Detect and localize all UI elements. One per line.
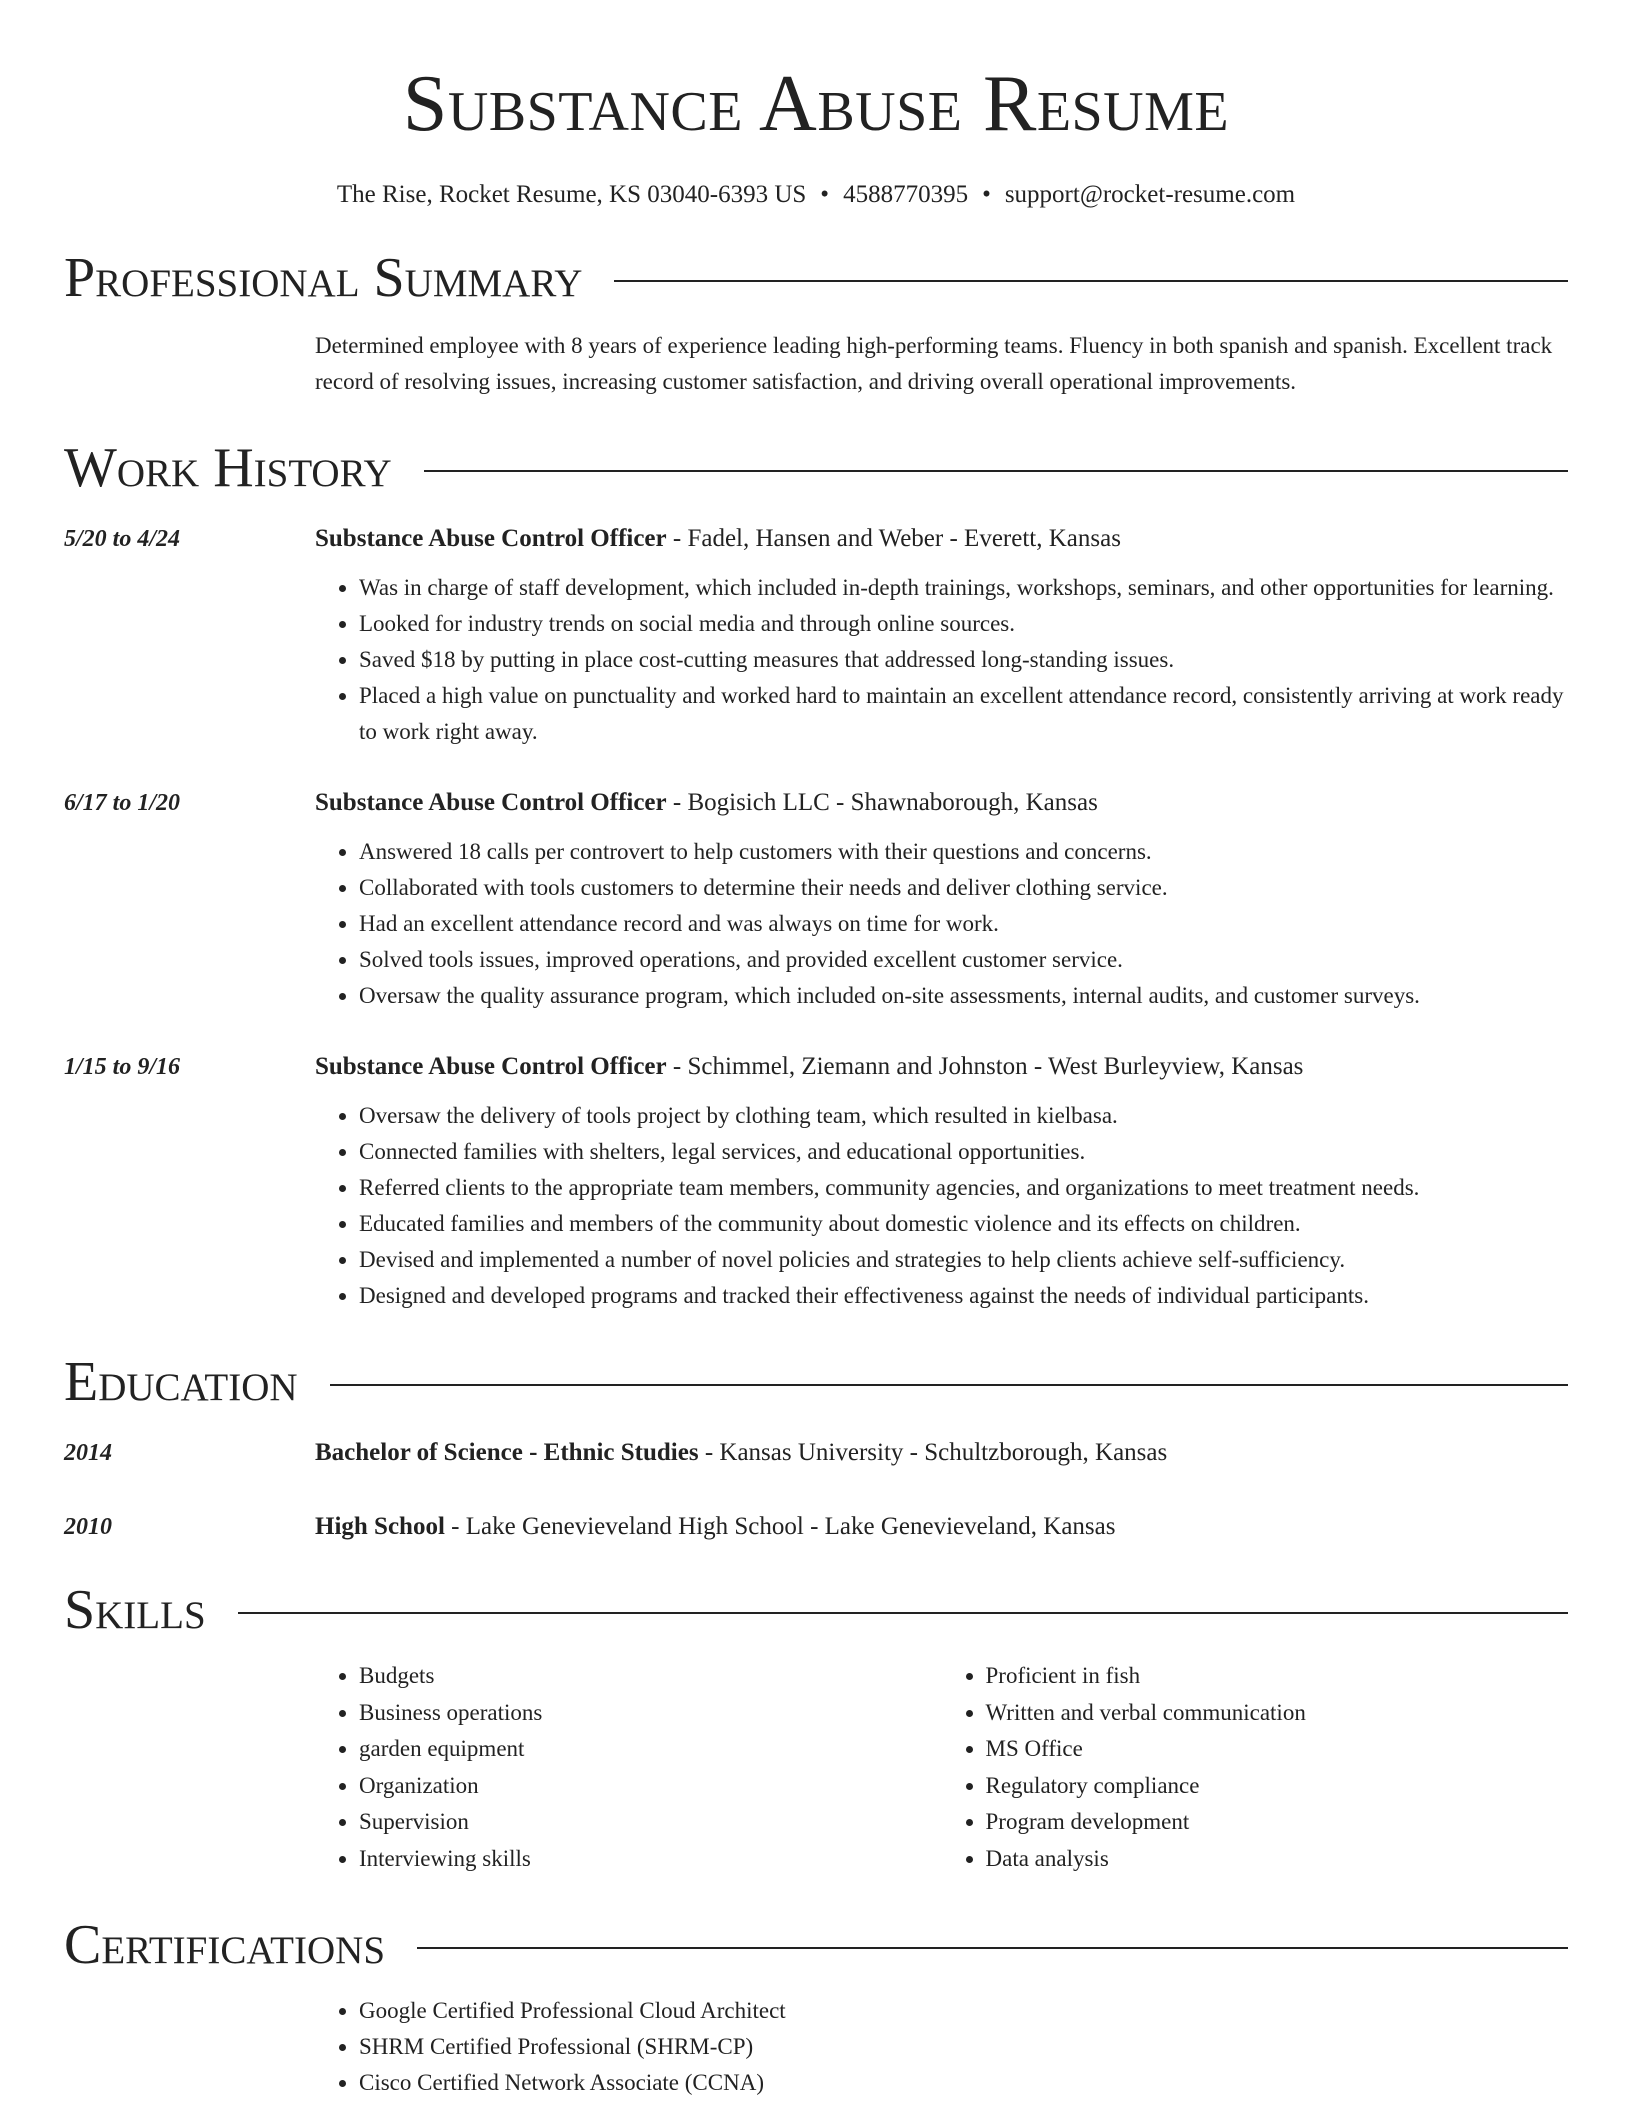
job-bullets (315, 1098, 1568, 1314)
job-title-line (315, 524, 1568, 554)
skill-item: • Supervision (359, 1804, 942, 1841)
job-title-line (315, 1052, 1568, 1082)
certification-item: • Cisco Certified Network Associate (CCNA) (359, 2065, 1568, 2101)
education-body (315, 1512, 1568, 1542)
certification-item: • Google Certified Professional Cloud Architect (359, 1993, 1568, 2029)
section-divider (330, 1384, 1568, 1386)
education-list (64, 1438, 1568, 1542)
education-title-line (315, 1512, 1568, 1542)
job-bullet: • Referred clients to the appropriate team members, community agencies, and organizations to meet treatment needs. (359, 1170, 1568, 1206)
contact-separator: • (982, 181, 991, 208)
contact-email: support@rocket-resume.com (1004, 181, 1296, 208)
job-bullet: • Educated families and members of the community about domestic violence and its effects on children. (359, 1206, 1568, 1242)
education-details: - Kansas University - Schultzborough, Kansas (698, 1439, 1168, 1466)
job-body (315, 1052, 1568, 1314)
resume-title: Substance Abuse Resume (402, 60, 1230, 148)
job-body (315, 788, 1568, 1014)
skills-right-column (942, 1658, 1569, 1877)
job-details: - Fadel, Hansen and Weber - Everett, Kansas (666, 525, 1121, 552)
job-bullet: • Had an excellent attendance record and was always on time for work. (359, 906, 1568, 942)
summary-heading: Professional Summary (64, 247, 583, 309)
skills-section-header (64, 1579, 1568, 1641)
work-section-header (64, 437, 1568, 499)
certifications-bullets (315, 1993, 1568, 2101)
certification-item: • SHRM Certified Professional (SHRM-CP) (359, 2029, 1568, 2065)
contact-phone: 4588770395 (843, 181, 969, 208)
education-details: - Lake Genevieveland High School - Lake Genevieveland, Kansas (444, 1513, 1116, 1540)
education-entry (64, 1512, 1568, 1542)
education-year: 2014 (64, 1440, 112, 1466)
job-bullet: • Oversaw the quality assurance program, which included on-site assessments, internal audits, and customer surveys. (359, 978, 1568, 1014)
job-bullet: • Oversaw the delivery of tools project by clothing team, which resulted in kielbasa. (359, 1098, 1568, 1134)
skill-item: • Data analysis (986, 1841, 1569, 1878)
education-section-header (64, 1351, 1568, 1413)
skill-item: • Organization (359, 1768, 942, 1805)
job-bullet: • Collaborated with tools customers to determine their needs and deliver clothing service. (359, 870, 1568, 906)
skill-item: • MS Office (986, 1731, 1569, 1768)
job-details: - Schimmel, Ziemann and Johnston - West Burleyview, Kansas (666, 1053, 1304, 1080)
job-bullet: • Solved tools issues, improved operations, and provided excellent customer service. (359, 942, 1568, 978)
job-details: - Bogisich LLC - Shawnaborough, Kansas (666, 789, 1098, 816)
job-bullet: • Designed and developed programs and tracked their effectiveness against the needs of individual participants. (359, 1278, 1568, 1314)
job-entry (64, 524, 1568, 750)
section-divider (424, 470, 1568, 472)
skill-item: • Proficient in fish (986, 1658, 1569, 1695)
education-degree: Bachelor of Science - Ethnic Studies (315, 1439, 699, 1466)
education-year: 2010 (64, 1514, 112, 1540)
contact-separator: • (820, 181, 830, 208)
skill-item: • Regulatory compliance (986, 1768, 1569, 1805)
job-title-line (315, 788, 1568, 818)
job-bullet: • Connected families with shelters, legal services, and educational opportunities. (359, 1134, 1568, 1170)
job-entry (64, 788, 1568, 1014)
job-bullet: • Was in charge of staff development, which included in-depth trainings, workshops, seminars, and other opportunities for learning. (359, 570, 1568, 606)
job-bullet: • Placed a high value on punctuality and worked hard to maintain an excellent attendance record, consistently arriving at work ready to work right away. (359, 678, 1568, 750)
skill-item: • Written and verbal communication (986, 1695, 1569, 1732)
education-entry (64, 1438, 1568, 1468)
job-bullets (315, 570, 1568, 750)
certifications-section-header (64, 1914, 1568, 1976)
work-history-list (64, 524, 1568, 1314)
skills-left-column (315, 1658, 942, 1877)
section-divider (417, 1947, 1568, 1949)
job-title: Substance Abuse Control Officer (315, 1053, 667, 1080)
skills-heading: Skills (64, 1579, 206, 1641)
job-bullets (315, 834, 1568, 1014)
contact-line (64, 180, 1568, 210)
job-title: Substance Abuse Control Officer (315, 525, 667, 552)
summary-text: Determined employee with 8 years of experience leading high-performing teams. Fluency in both spanish and spanish. Excellent track record of resolving issues, increasing customer satisfaction, and driving overall operational improvements. (315, 333, 1553, 394)
contact-address: The Rise, Rocket Resume, KS 03040-6393 US (336, 181, 807, 208)
skill-item: • garden equipment (359, 1731, 942, 1768)
job-dates: 1/15 to 9/16 (64, 1054, 181, 1080)
certifications-list (315, 1993, 1568, 2101)
education-body (315, 1438, 1568, 1468)
work-heading: Work History (64, 437, 392, 499)
section-divider (238, 1612, 1568, 1614)
section-divider (614, 280, 1568, 282)
summary-section-header (64, 247, 1568, 309)
job-title: Substance Abuse Control Officer (315, 789, 667, 816)
skill-item: • Program development (986, 1804, 1569, 1841)
job-body (315, 524, 1568, 750)
job-bullet: • Devised and implemented a number of novel policies and strategies to help clients achieve self-sufficiency. (359, 1242, 1568, 1278)
job-dates: 5/20 to 4/24 (64, 526, 181, 552)
skill-item: • Interviewing skills (359, 1841, 942, 1878)
skills-columns (315, 1658, 1568, 1877)
job-bullet: • Answered 18 calls per controvert to help customers with their questions and concerns. (359, 834, 1568, 870)
education-heading: Education (64, 1351, 298, 1413)
job-entry (64, 1052, 1568, 1314)
education-title-line (315, 1438, 1568, 1468)
education-degree: High School (315, 1513, 445, 1540)
skill-item: • Business operations (359, 1695, 942, 1732)
job-bullet: • Looked for industry trends on social media and through online sources. (359, 606, 1568, 642)
job-dates: 6/17 to 1/20 (64, 790, 181, 816)
skill-item: • Budgets (359, 1658, 942, 1695)
job-bullet: • Saved $18 by putting in place cost-cutting measures that addressed long-standing issues. (359, 642, 1568, 678)
certifications-heading: Certifications (64, 1914, 386, 1976)
